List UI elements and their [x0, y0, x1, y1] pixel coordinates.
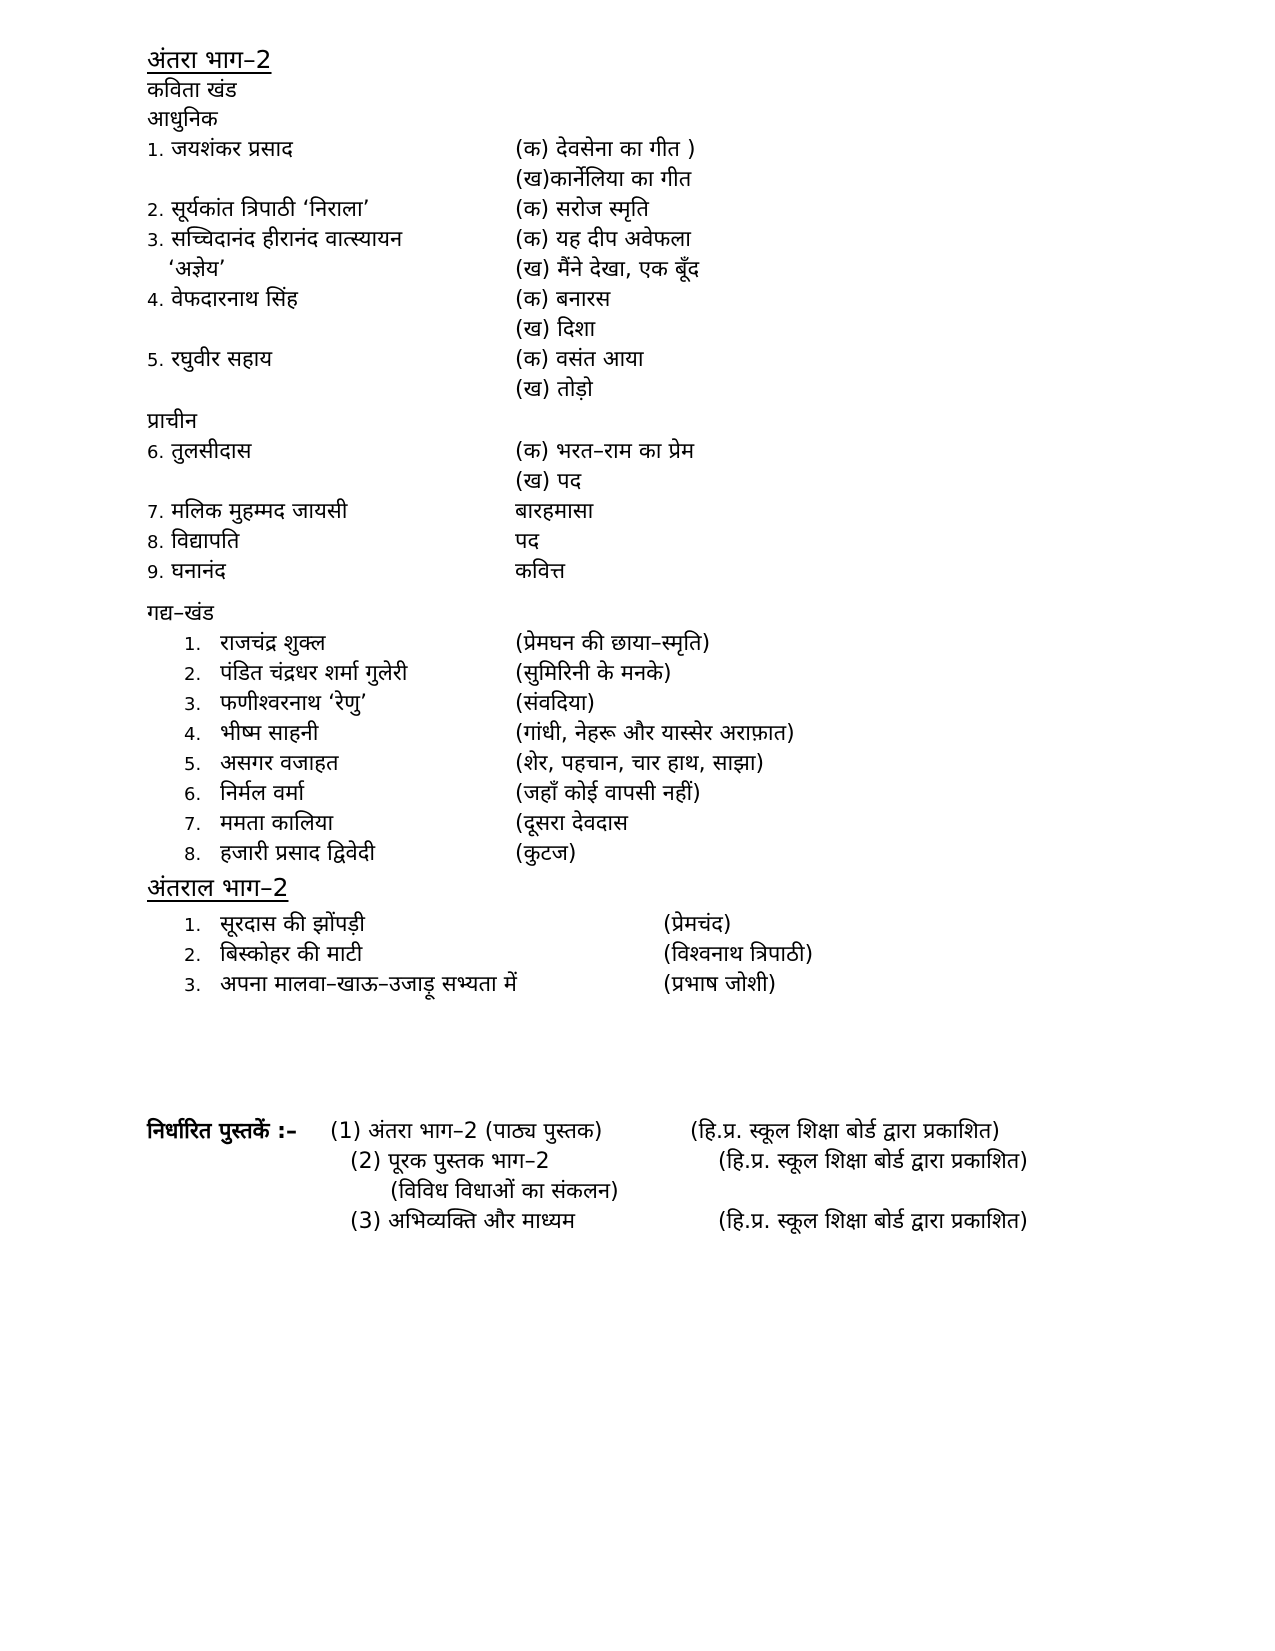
list-item — [184, 750, 201, 779]
item-number: 2. — [184, 664, 202, 685]
item-number: 1. — [184, 915, 202, 936]
list-item — [147, 286, 298, 315]
author-name: असगर वजाहत — [220, 751, 339, 776]
work-title: (प्रेमघन की छाया–स्मृति) — [515, 631, 711, 656]
author-name: फणीश्वरनाथ ‘रेणु’ — [220, 691, 367, 716]
list-item — [147, 528, 239, 557]
list-item — [147, 226, 402, 255]
kavita-khand-heading: कविता खंड — [147, 78, 237, 103]
list-item — [184, 911, 201, 940]
book-publisher: (हि.प्र. स्कूल शिक्षा बोर्ड द्वारा प्रकाशित) — [690, 1119, 1000, 1144]
poem-title: (ख)कार्नेलिया का गीत — [515, 167, 692, 192]
item-number: 6. — [147, 442, 165, 463]
item-number: 5. — [184, 754, 202, 775]
poem-title: (ख) तोड़ो — [515, 377, 593, 402]
item-number: 7. — [147, 502, 165, 523]
list-item — [147, 498, 347, 527]
antaral-title: अंतराल भाग–2 — [147, 873, 289, 902]
poem-title: कवित्त — [515, 559, 566, 584]
list-item — [147, 438, 251, 467]
gadya-khand-heading: गद्य–खंड — [147, 601, 215, 626]
list-item — [184, 780, 201, 809]
book-title: (2) पूरक पुस्तक भाग–2 — [350, 1149, 550, 1174]
work-title: (गांधी, नेहरू और यास्सेर अराफ़ात) — [515, 721, 795, 746]
author-name: पंडित चंद्रधर शर्मा गुलेरी — [220, 661, 408, 686]
book-title: (1) अंतरा भाग–2 (पाठ्य पुस्तक) — [330, 1119, 603, 1144]
list-item — [184, 840, 201, 869]
list-item — [147, 346, 272, 375]
item-number: 3. — [184, 694, 202, 715]
list-item — [184, 690, 201, 719]
poet-name: वेफदारनाथ सिंह — [171, 287, 298, 312]
author-name: निर्मल वर्मा — [220, 781, 305, 806]
author-name: राजचंद्र शुक्ल — [220, 631, 326, 656]
item-number: 6. — [184, 784, 202, 805]
book-publisher: (हि.प्र. स्कूल शिक्षा बोर्ड द्वारा प्रकाशित) — [718, 1209, 1028, 1234]
list-item — [184, 630, 201, 659]
work-title: (सुमिरिनी के मनके) — [515, 661, 672, 686]
poem-title: (क) देवसेना का गीत ) — [515, 137, 696, 162]
list-item — [147, 196, 370, 225]
poem-title: पद — [515, 529, 540, 554]
author-name: हजारी प्रसाद द्विवेदी — [220, 841, 376, 866]
poet-name: तुलसीदास — [171, 439, 252, 464]
poet-pen-name: ‘अज्ञेय’ — [168, 257, 226, 282]
item-number: 7. — [184, 814, 202, 835]
work-title: (कुटज) — [515, 841, 577, 866]
item-number: 2. — [147, 200, 165, 221]
book-subtitle: (विविध विधाओं का संकलन) — [390, 1179, 619, 1204]
poem-title: बारहमासा — [515, 499, 594, 524]
work-title: (दूसरा देवदास — [515, 811, 628, 836]
work-title: (शेर, पहचान, चार हाथ, साझा) — [515, 751, 765, 776]
item-number: 8. — [147, 532, 165, 553]
list-item — [184, 810, 201, 839]
chapter-title: सूरदास की झोंपड़ी — [220, 912, 365, 937]
poet-name: जयशंकर प्रसाद — [171, 137, 293, 162]
item-number: 8. — [184, 844, 202, 865]
item-number: 2. — [184, 945, 202, 966]
list-item — [184, 941, 201, 970]
poet-name: घनानंद — [171, 559, 226, 584]
list-item — [184, 971, 201, 1000]
poet-name: सच्चिदानंद हीरानंद वात्स्यायन — [171, 227, 403, 252]
work-title: (संवदिया) — [515, 691, 596, 716]
prachin-heading: प्राचीन — [147, 409, 198, 434]
chapter-author: (प्रभाष जोशी) — [663, 972, 777, 997]
poem-title: (क) बनारस — [515, 287, 611, 312]
list-item — [184, 660, 201, 689]
item-number: 1. — [147, 140, 165, 161]
list-item — [147, 558, 226, 587]
poet-name: रघुवीर सहाय — [171, 347, 273, 372]
book-title: (3) अभिव्यक्ति और माध्यम — [350, 1209, 575, 1234]
poem-title: (क) भरत–राम का प्रेम — [515, 439, 695, 464]
chapter-author: (प्रेमचंद) — [663, 912, 732, 937]
prescribed-books-label: निर्धारित पुस्तकें :– — [147, 1119, 297, 1144]
chapter-title: बिस्कोहर की माटी — [220, 942, 363, 967]
item-number: 9. — [147, 562, 165, 583]
adhunik-heading: आधुनिक — [147, 107, 218, 132]
book-publisher: (हि.प्र. स्कूल शिक्षा बोर्ड द्वारा प्रकाशित) — [718, 1149, 1028, 1174]
poet-name: विद्यापति — [171, 529, 240, 554]
item-number: 4. — [147, 290, 165, 311]
poem-title: (क) सरोज स्मृति — [515, 197, 649, 222]
item-number: 5. — [147, 350, 165, 371]
poet-name: सूर्यकांत त्रिपाठी ‘निराला’ — [171, 197, 370, 222]
poet-name: मलिक मुहम्मद जायसी — [171, 499, 348, 524]
item-number: 4. — [184, 724, 202, 745]
poem-title: (क) वसंत आया — [515, 347, 644, 372]
list-item — [184, 720, 201, 749]
item-number: 1. — [184, 634, 202, 655]
work-title: (जहाँ कोई वापसी नहीं) — [515, 781, 701, 806]
antara-title: अंतरा भाग–2 — [147, 45, 272, 74]
chapter-author: (विश्वनाथ त्रिपाठी) — [663, 942, 814, 967]
poem-title: (ख) दिशा — [515, 317, 596, 342]
item-number: 3. — [147, 230, 165, 251]
poem-title: (क) यह दीप अवेफला — [515, 227, 691, 252]
item-number: 3. — [184, 975, 202, 996]
poem-title: (ख) पद — [515, 469, 582, 494]
chapter-title: अपना मालवा–खाऊ–उजाड़ू सभ्यता में — [220, 972, 517, 997]
author-name: ममता कालिया — [220, 811, 334, 836]
author-name: भीष्म साहनी — [220, 721, 319, 746]
poem-title: (ख) मैंने देखा, एक बूँद — [515, 257, 700, 282]
list-item — [147, 136, 293, 165]
